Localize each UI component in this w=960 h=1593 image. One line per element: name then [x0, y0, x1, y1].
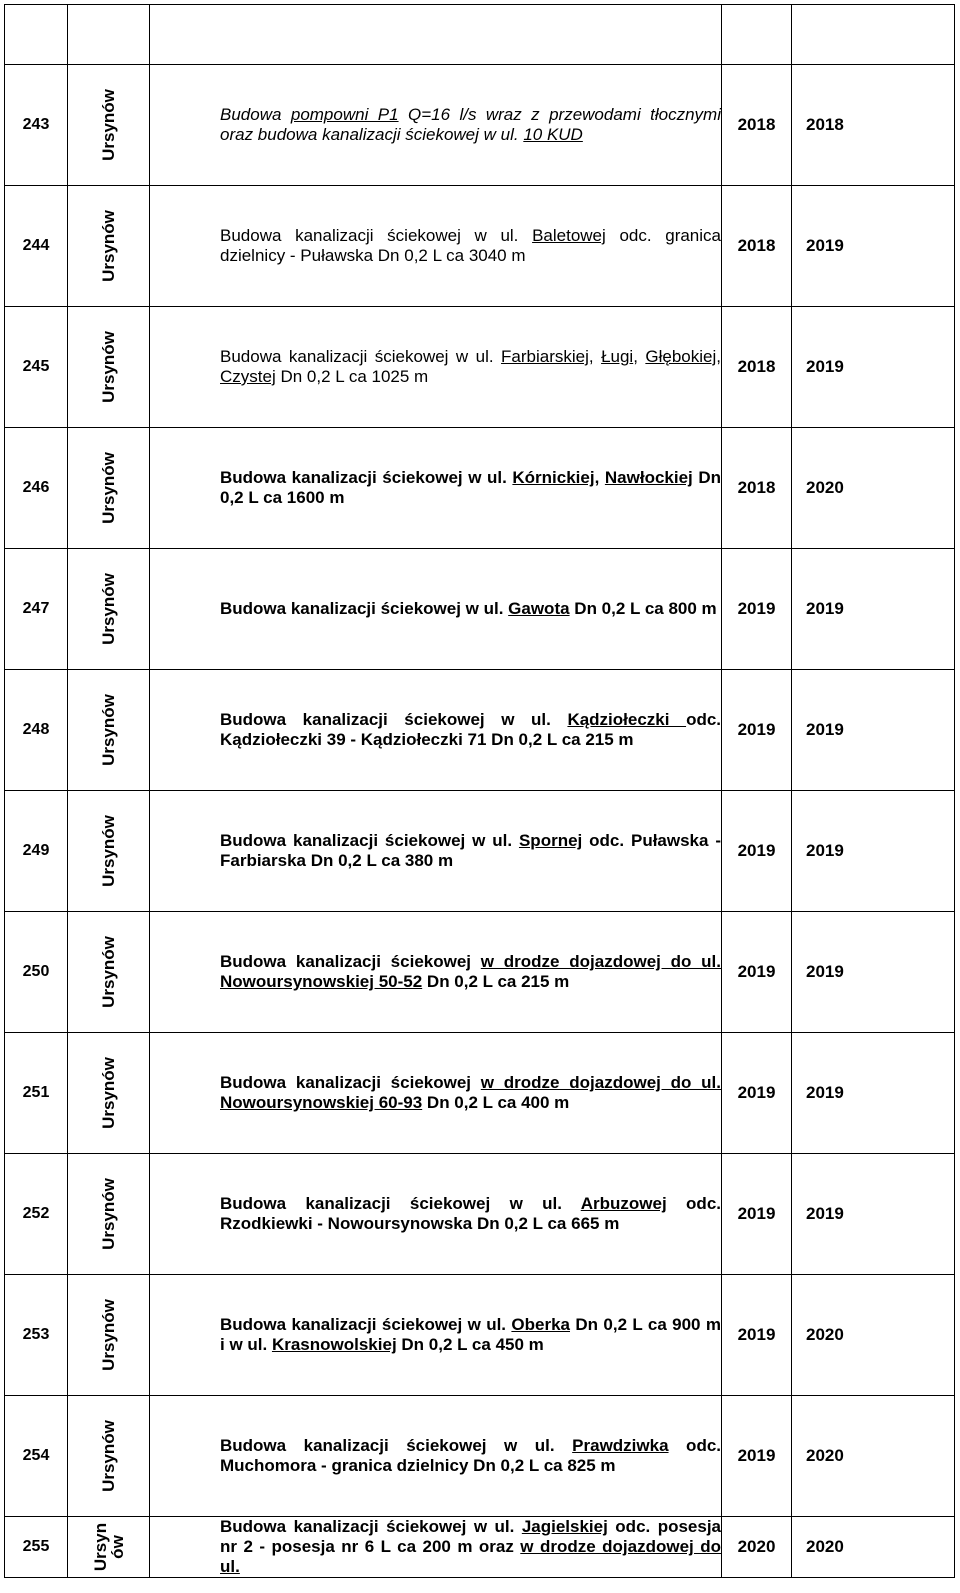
street-name: Spornej: [518, 831, 583, 850]
district-label: Ursynów: [98, 573, 118, 645]
district-cell: [68, 65, 150, 186]
description-cell: [150, 1275, 722, 1396]
district-cell: [68, 307, 150, 428]
district-cell: [68, 1396, 150, 1517]
street-name: Baletowej: [532, 226, 606, 245]
street-name: Kórnickiej: [512, 468, 595, 487]
description-fragment: Budowa kanalizacji ściekowej w ul.: [220, 226, 533, 245]
row-number: 244: [5, 186, 68, 307]
end-year: 2020: [806, 1446, 844, 1465]
district-cell: [68, 791, 150, 912]
description-fragment: odc. posesja nr 2 - posesja nr 6 L ca 200 m oraz: [220, 1517, 722, 1556]
description-text: [220, 468, 721, 508]
district-cell: [68, 1154, 150, 1275]
street-name: Prawdziwka: [572, 1436, 669, 1455]
table-row: [5, 1033, 955, 1154]
description-fragment: ,: [588, 347, 602, 366]
header-cell: [792, 5, 955, 65]
street-name: Głębokiej: [645, 347, 717, 366]
description-fragment: Budowa kanalizacji ściekowej: [220, 952, 481, 971]
row-number: 255: [5, 1517, 68, 1578]
description-fragment: Dn 0,2 L ca 800 m: [569, 599, 717, 618]
description-cell: [150, 307, 722, 428]
description-fragment: Budowa kanalizacji ściekowej w ul.: [220, 831, 519, 850]
description-text: [220, 1436, 721, 1476]
district-cell: [68, 912, 150, 1033]
street-name: Farbiarskiej: [501, 347, 589, 366]
description-fragment: Budowa kanalizacji ściekowej: [220, 1073, 481, 1092]
description-cell: [150, 549, 722, 670]
district-cell: [68, 186, 150, 307]
street-name: Jagielskiej: [521, 1517, 608, 1536]
district-cell: [68, 1275, 150, 1396]
end-year-cell: [792, 670, 955, 791]
start-year: 2019: [722, 791, 792, 912]
row-number: 250: [5, 912, 68, 1033]
row-number: 245: [5, 307, 68, 428]
start-year: 2019: [722, 1154, 792, 1275]
description-text: [220, 347, 721, 387]
end-year: 2018: [806, 115, 844, 134]
end-year: 2020: [806, 1325, 844, 1344]
description-fragment: Q=16 l/s wraz z przewodami tłocznymi oraz budowa kanalizacji ściekowej w ul.: [220, 105, 721, 144]
row-number: 246: [5, 428, 68, 549]
description-fragment: odc. granica dzielnicy - Puławska Dn 0,2 L ca 3040 m: [220, 226, 721, 265]
district-label: Ursynów: [98, 815, 118, 887]
description-fragment: Dn 0,2 L ca 1600 m: [220, 468, 721, 507]
table-row: [5, 670, 955, 791]
description-text: [220, 831, 721, 871]
row-number: 251: [5, 1033, 68, 1154]
table-row: [5, 65, 955, 186]
description-fragment: Budowa kanalizacji ściekowej w ul.: [220, 1517, 522, 1536]
description-fragment: ,: [716, 347, 721, 366]
description-fragment: Budowa kanalizacji ściekowej w ul.: [220, 468, 513, 487]
description-text: [220, 226, 721, 266]
district-cell: [68, 428, 150, 549]
investment-table: [4, 4, 955, 1578]
description-cell: [150, 186, 722, 307]
start-year: 2019: [722, 1275, 792, 1396]
description-fragment: ,: [594, 468, 605, 487]
street-name: w drodze dojazdowej do ul.: [220, 1537, 721, 1576]
description-fragment: Budowa kanalizacji ściekowej w ul.: [220, 1194, 581, 1213]
end-year: 2019: [806, 1083, 844, 1102]
row-number: 243: [5, 65, 68, 186]
description-text: [220, 1073, 721, 1113]
table-row: [5, 1154, 955, 1275]
district-label: Ursynów: [98, 331, 118, 403]
street-name: Ługi: [601, 347, 634, 366]
end-year-cell: [792, 1275, 955, 1396]
table-row: [5, 1517, 955, 1578]
district-cell: [68, 1033, 150, 1154]
start-year: 2019: [722, 1396, 792, 1517]
street-name: Czystej: [220, 367, 276, 386]
description-text: [220, 1315, 721, 1355]
street-name: Arbuzowej: [580, 1194, 667, 1213]
description-fragment: Budowa kanalizacji ściekowej w ul.: [220, 347, 502, 366]
row-number: 252: [5, 1154, 68, 1275]
end-year-cell: [792, 186, 955, 307]
description-cell: [150, 1396, 722, 1517]
end-year-cell: [792, 1517, 955, 1578]
district-label: Ursynów: [98, 89, 118, 161]
description-fragment: odc. Puławska - Farbiarska Dn 0,2 L ca 380 m: [220, 831, 722, 870]
end-year-cell: [792, 428, 955, 549]
description-cell: [150, 1517, 722, 1578]
description-text: [220, 952, 721, 992]
description-cell: [150, 791, 722, 912]
table-row: [5, 912, 955, 1033]
table-row: [5, 1275, 955, 1396]
row-number: 247: [5, 549, 68, 670]
district-label: Ursynów: [98, 936, 118, 1008]
description-fragment: odc. Muchomora - granica dzielnicy Dn 0,2 L ca 825 m: [220, 1436, 722, 1475]
end-year: 2019: [806, 236, 844, 255]
header-cell: [150, 5, 722, 65]
description-fragment: Budowa kanalizacji ściekowej w ul.: [220, 1436, 573, 1455]
table-body: [5, 5, 955, 1578]
end-year: 2019: [806, 841, 844, 860]
start-year: 2018: [722, 65, 792, 186]
description-fragment: Dn 0,2 L ca 900 m i w ul.: [220, 1315, 721, 1354]
end-year-cell: [792, 549, 955, 670]
district-cell: [68, 1517, 150, 1578]
end-year: 2019: [806, 1204, 844, 1223]
row-number: 254: [5, 1396, 68, 1517]
description-fragment: odc. Rzodkiewki - Nowoursynowska Dn 0,2 L ca 665 m: [220, 1194, 721, 1233]
description-cell: [150, 912, 722, 1033]
description-fragment: ,: [633, 347, 646, 366]
street-name: w drodze dojazdowej do ul. Nowoursynowskiej 60-93: [220, 1073, 721, 1112]
header-cell: [68, 5, 150, 65]
description-fragment: Dn 0,2 L ca 400 m: [422, 1093, 570, 1112]
table-row: [5, 791, 955, 912]
end-year: 2019: [806, 720, 844, 739]
end-year-cell: [792, 307, 955, 428]
header-row: [5, 5, 955, 65]
row-number: 248: [5, 670, 68, 791]
street-name: Gawota: [508, 599, 570, 618]
description-fragment: Budowa: [220, 105, 291, 124]
start-year: 2019: [722, 912, 792, 1033]
district-label: Ursynów: [98, 452, 118, 524]
description-cell: [150, 1154, 722, 1275]
table-row: [5, 186, 955, 307]
start-year: 2019: [722, 1033, 792, 1154]
header-cell: [5, 5, 68, 65]
description-fragment: Budowa kanalizacji ściekowej w ul.: [220, 710, 568, 729]
description-fragment: Dn 0,2 L ca 450 m: [396, 1335, 544, 1354]
end-year: 2020: [806, 1537, 844, 1556]
description-fragment: Dn 0,2 L ca 1025 m: [275, 367, 429, 386]
table-row: [5, 307, 955, 428]
street-name: 10 KUD: [523, 125, 583, 144]
description-text: [220, 105, 721, 145]
end-year-cell: [792, 1396, 955, 1517]
end-year-cell: [792, 1033, 955, 1154]
street-name: w drodze dojazdowej do ul. Nowoursynowskiej 50-52: [220, 952, 721, 991]
start-year: 2019: [722, 670, 792, 791]
district-label: Ursynów: [98, 1178, 118, 1250]
description-cell: [150, 65, 722, 186]
description-fragment: Budowa kanalizacji ściekowej w ul.: [220, 1315, 512, 1334]
start-year: 2018: [722, 428, 792, 549]
street-name: Krasnowolskiej: [271, 1335, 397, 1354]
start-year: 2019: [722, 549, 792, 670]
description-cell: [150, 670, 722, 791]
district-label: Ursynów: [98, 210, 118, 282]
header-cell: [722, 5, 792, 65]
description-text: [220, 599, 721, 619]
description-fragment: odc. Kądziołeczki 39 - Kądziołeczki 71 Dn 0,2 L ca 215 m: [220, 710, 722, 749]
start-year: 2018: [722, 307, 792, 428]
description-text: [220, 1517, 721, 1577]
street-name: Oberka: [511, 1315, 570, 1334]
row-number: 253: [5, 1275, 68, 1396]
district-label: Ursyn ów: [90, 1522, 127, 1572]
start-year: 2018: [722, 186, 792, 307]
end-year: 2019: [806, 599, 844, 618]
end-year-cell: [792, 65, 955, 186]
description-text: [220, 1194, 721, 1234]
row-number: 249: [5, 791, 68, 912]
district-label: Ursynów: [98, 1299, 118, 1371]
description-cell: [150, 428, 722, 549]
end-year-cell: [792, 791, 955, 912]
description-fragment: Budowa kanalizacji ściekowej w ul.: [220, 599, 509, 618]
district-label: Ursynów: [98, 694, 118, 766]
street-name: Nawłockiej: [604, 468, 693, 487]
district-label: Ursynów: [98, 1057, 118, 1129]
start-year: 2020: [722, 1517, 792, 1578]
street-name: Kądziołeczki: [567, 710, 687, 729]
street-name: pompowni P1: [290, 105, 399, 124]
description-cell: [150, 1033, 722, 1154]
table-row: [5, 1396, 955, 1517]
district-cell: [68, 670, 150, 791]
district-cell: [68, 549, 150, 670]
end-year: 2019: [806, 962, 844, 981]
district-label: Ursynów: [98, 1420, 118, 1492]
end-year: 2019: [806, 357, 844, 376]
end-year: 2020: [806, 478, 844, 497]
description-fragment: Dn 0,2 L ca 215 m: [422, 972, 570, 991]
description-text: [220, 710, 721, 750]
end-year-cell: [792, 1154, 955, 1275]
end-year-cell: [792, 912, 955, 1033]
table-row: [5, 428, 955, 549]
table-row: [5, 549, 955, 670]
